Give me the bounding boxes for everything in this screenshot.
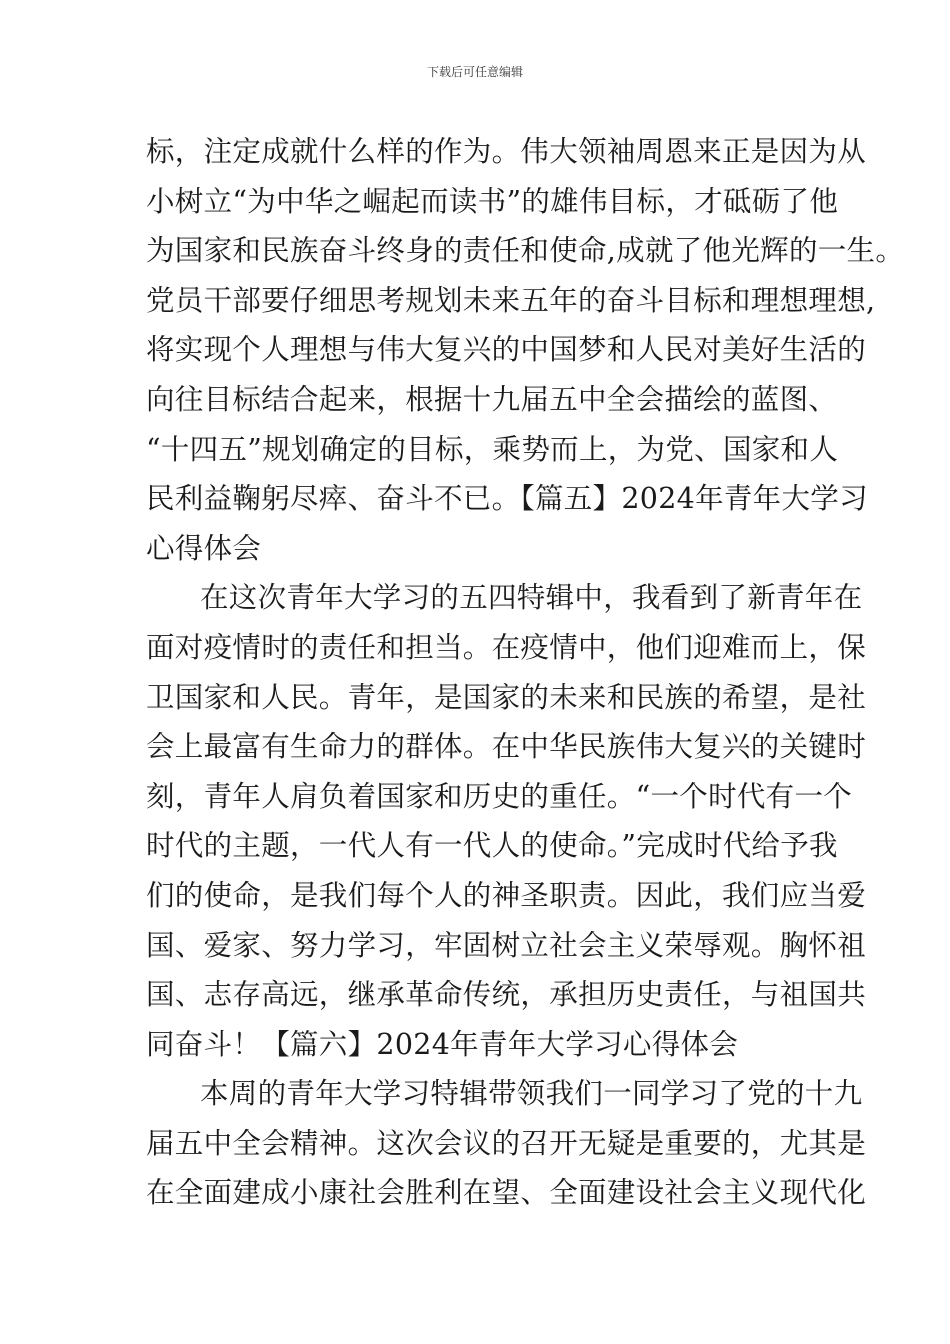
text-line: 同奋斗！【篇六】2024年青年大学习心得体会 — [146, 1027, 739, 1061]
text-line: 为国家和民族奋斗终身的责任和使命,成就了他光辉的一生。 — [146, 234, 905, 268]
text-line: 民利益鞠躬尽瘁、奋斗不已。【篇五】2024年青年大学习 — [146, 482, 868, 516]
document-body — [146, 127, 905, 1218]
paragraph-first-line: 本周的青年大学习特辑带领我们一同学习了党的十九 — [200, 1077, 863, 1111]
text-line: 在全面建成小康社会胜利在望、全面建设社会主义现代化 — [146, 1176, 867, 1210]
text-line: 党员干部要仔细思考规划未来五年的奋斗目标和理想理想, — [146, 283, 876, 317]
text-line: 向往目标结合起来，根据十九届五中全会描绘的蓝图、 — [146, 382, 838, 416]
text-line: 国、爱家、努力学习，牢固树立社会主义荣辱观。胸怀祖 — [146, 928, 867, 962]
text-line: 小树立“为中华之崛起而读书”的雄伟目标，才砥砺了他 — [146, 184, 839, 218]
text-line: 心得体会 — [146, 531, 262, 565]
text-line: 会上最富有生命力的群体。在中华民族伟大复兴的关键时 — [146, 730, 867, 764]
text-line: 届五中全会精神。这次会议的召开无疑是重要的，尤其是 — [146, 1126, 867, 1160]
paragraph-first-line: 在这次青年大学习的五四特辑中，我看到了新青年在 — [200, 581, 863, 615]
text-line: 刻，青年人肩负着国家和历史的重任。“一个时代有一个 — [146, 779, 853, 813]
text-line: 卫国家和人民。青年，是国家的未来和民族的希望，是社 — [146, 680, 867, 714]
text-line: 将实现个人理想与伟大复兴的中国梦和人民对美好生活的 — [146, 333, 867, 367]
page-header-note: 下载后可任意编辑 — [426, 65, 523, 79]
text-line: “十四五”规划确定的目标，乘势而上，为党、国家和人 — [146, 432, 839, 466]
text-line: 们的使命，是我们每个人的神圣职责。因此，我们应当爱 — [146, 878, 867, 912]
text-line: 标，注定成就什么样的作为。伟大领袖周恩来正是因为从 — [146, 135, 867, 168]
text-line: 面对疫情时的责任和担当。在疫情中，他们迎难而上，保 — [146, 630, 867, 664]
text-line: 时代的主题，一代人有一代人的使命。”完成时代给予我 — [146, 829, 838, 863]
text-line: 国、志存高远，继承革命传统，承担历史责任，与祖国共 — [146, 978, 867, 1012]
